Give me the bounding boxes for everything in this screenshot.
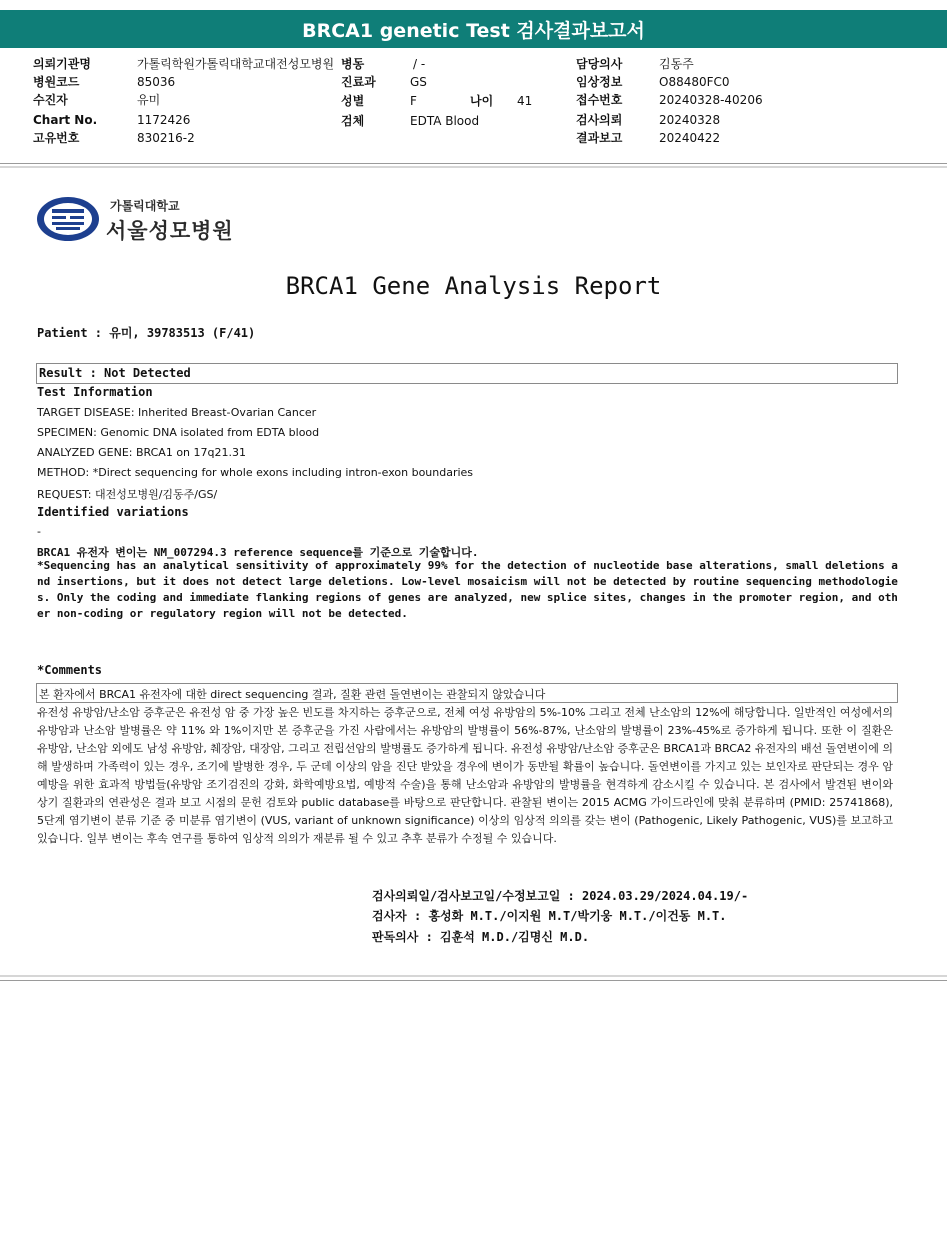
info-sex-value: F xyxy=(410,94,417,108)
info-label: 접수번호 xyxy=(576,93,623,107)
report-dates: 검사의뢰일/검사보고일/수정보고일 : 2024.03.29/2024.04.19/- xyxy=(372,889,749,903)
comment-box-text: 본 환자에서 BRCA1 유전자에 대한 direct sequencing 결과, 질환 관련 돌연변이는 관찰되지 않았습니다 xyxy=(39,688,546,701)
info-label: 담당의사 xyxy=(576,57,623,71)
analyzed-gene: ANALYZED GENE: BRCA1 on 17q21.31 xyxy=(37,446,246,459)
report-doctors: 판독의사 : 김훈석 M.D./김명신 M.D. xyxy=(372,930,590,944)
info-value: 유미 xyxy=(137,93,161,107)
info-sex-label: 성별 xyxy=(341,94,365,108)
info-specimen-label: 검체 xyxy=(341,114,365,128)
info-label: 검사의뢰 xyxy=(576,113,623,127)
info-age-label: 나이 xyxy=(470,94,494,108)
info-value: O88480FC0 xyxy=(659,75,730,89)
variations-heading: Identified variations xyxy=(37,505,189,519)
info-value: 1172426 xyxy=(137,113,191,127)
info-specimen-value: EDTA Blood xyxy=(410,114,480,128)
info-value: 85036 xyxy=(137,75,176,89)
test-info-heading: Test Information xyxy=(37,385,153,399)
logo-text-hospital: 서울성모병원 xyxy=(106,219,234,243)
result-box xyxy=(36,363,898,384)
target-disease: TARGET DISEASE: Inherited Breast-Ovarian Cancer xyxy=(37,406,317,419)
info-label: 임상정보 xyxy=(576,75,623,89)
info-value: 20240422 xyxy=(659,131,721,145)
info-label: Chart No. xyxy=(33,113,98,127)
footer-divider xyxy=(0,980,947,981)
logo-text-university: 가톨릭대학교 xyxy=(110,199,180,213)
reference-note: BRCA1 유전자 변이는 NM_007294.3 reference sequence를 기준으로 기술합니다. xyxy=(37,546,479,559)
request-line: REQUEST: 대전성모병원/김동주/GS/ xyxy=(37,488,218,501)
comment-body: 유전성 유방암/난소암 증후군은 유전성 암 중 가장 높은 빈도를 차지하는 증후군으로, 전체 여성 유방암의 5%-10% 그리고 전체 난소암의 12%에 해당합니다. 일반적인 여성에서의 유방암과 난소암 발병률은 약 11% 와 1%이지만 본 증후군을 가진 사람에서는 유방암의 발병률이 56%-87%, 난소암의 발병률이 23%-45%로 증가하게 됩니다. 또한 이 질환은 유방암, 난소암 외에도 남성 유방암, 췌장암, 대장암, 그리고 전립선암의 발병률도 증가하게 됩니다. 유전성 유방암/난소암 증후군은 BRCA1과 BRCA2 유전자의 배선 돌연변이에 의해 발생하며 가족력이 있는 경우, 조기에 발병한 경우, 두 군데 이상의 암을 진단 받았을 경우에 변이가 동반될 확률이 높습니다. 돌연변이를 가지고 있는 보인자로 판단되는 경우 암 예방을 위한 효과적 방법들(유방암 조기검진의 강화, 화학예방요법, 예방적 수술)을 통해 난소암과 유방암의 발병률을 현격하게 감소시킬 수 있습니다. 본 검사에서 발견된 변이와 상기 질환과의 연관성은 결과 보고 시점의 문헌 검토와 public database를 바탕으로 판단합니다. 관찰된 변이는 2015 ACMG 가이드라인에 맞춰 분류하며 (PMID: 25741868), 5단계 염기변이 분류 기준 중 미분류 염기변이 (VUS, variant of unknown significance) 이상의 임상적 의의를 갖는 변이 (Pathogenic, Likely Pathogenic, VUS)를 보고하고 있습니다. 일부 변이는 후속 연구를 통하여 임상적 의의가 재분류 될 수 있고 추후 분류가 수정될 수 있습니다. xyxy=(37,706,893,845)
result-text: Result : Not Detected xyxy=(39,366,191,380)
report-title: BRCA1 Gene Analysis Report xyxy=(285,272,662,300)
info-ward-value: / - xyxy=(413,57,426,71)
report-header-bar xyxy=(0,10,947,48)
info-left-labels xyxy=(33,55,97,147)
info-label: 결과보고 xyxy=(576,131,623,145)
hospital-logo-emblem-icon xyxy=(36,196,100,242)
footer-divider-shadow xyxy=(0,975,947,977)
method-line: METHOD: *Direct sequencing for whole exons including intron-exon boundaries xyxy=(37,466,474,479)
info-label: 의뢰기관명 xyxy=(33,57,91,71)
info-label: 병원코드 xyxy=(33,75,80,89)
sensitivity-note: *Sequencing has an analytical sensitivity of approximately 99% for the detection of nucleotide base alterations, small deletions and insertions, but it does not detect large deletions. Low-level mosaicism will not be detected by routine sequencing methodologies. Only the coding and immediate flanking regions of genes are analyzed, new splice sites, changes in the promoter region, and other non-coding or regulatory region will not be detected. xyxy=(37,559,898,620)
info-value: 830216-2 xyxy=(137,131,195,145)
info-dept-value: GS xyxy=(410,75,427,89)
header-divider xyxy=(0,163,947,164)
info-right-values xyxy=(659,55,763,147)
info-value: 20240328 xyxy=(659,113,721,127)
comment-box xyxy=(36,683,898,703)
info-value: 20240328-40206 xyxy=(659,93,763,107)
info-ward-label: 병동 xyxy=(341,57,365,71)
report-examiners: 검사자 : 홍성화 M.T./이지원 M.T/박기웅 M.T./이건동 M.T. xyxy=(372,909,727,923)
info-label: 수진자 xyxy=(33,93,68,107)
info-dept-label: 진료과 xyxy=(341,75,376,89)
comments-heading: *Comments xyxy=(37,663,103,677)
info-left-values xyxy=(137,55,334,147)
variations-value: - xyxy=(37,525,41,538)
info-value: 김동주 xyxy=(659,57,694,71)
info-value: 가톨릭학원가톨릭대학교대전성모병원 xyxy=(137,57,335,71)
patient-line: Patient : 유미, 39783513 (F/41) xyxy=(37,326,256,340)
info-label: 고유번호 xyxy=(33,131,80,145)
info-age-value: 41 xyxy=(517,94,533,108)
specimen-line: SPECIMEN: Genomic DNA isolated from EDTA blood xyxy=(37,426,320,439)
header-divider-shadow xyxy=(0,166,947,168)
info-right-labels xyxy=(576,55,622,147)
report-header-title: BRCA1 genetic Test 검사결과보고서 xyxy=(302,19,645,42)
